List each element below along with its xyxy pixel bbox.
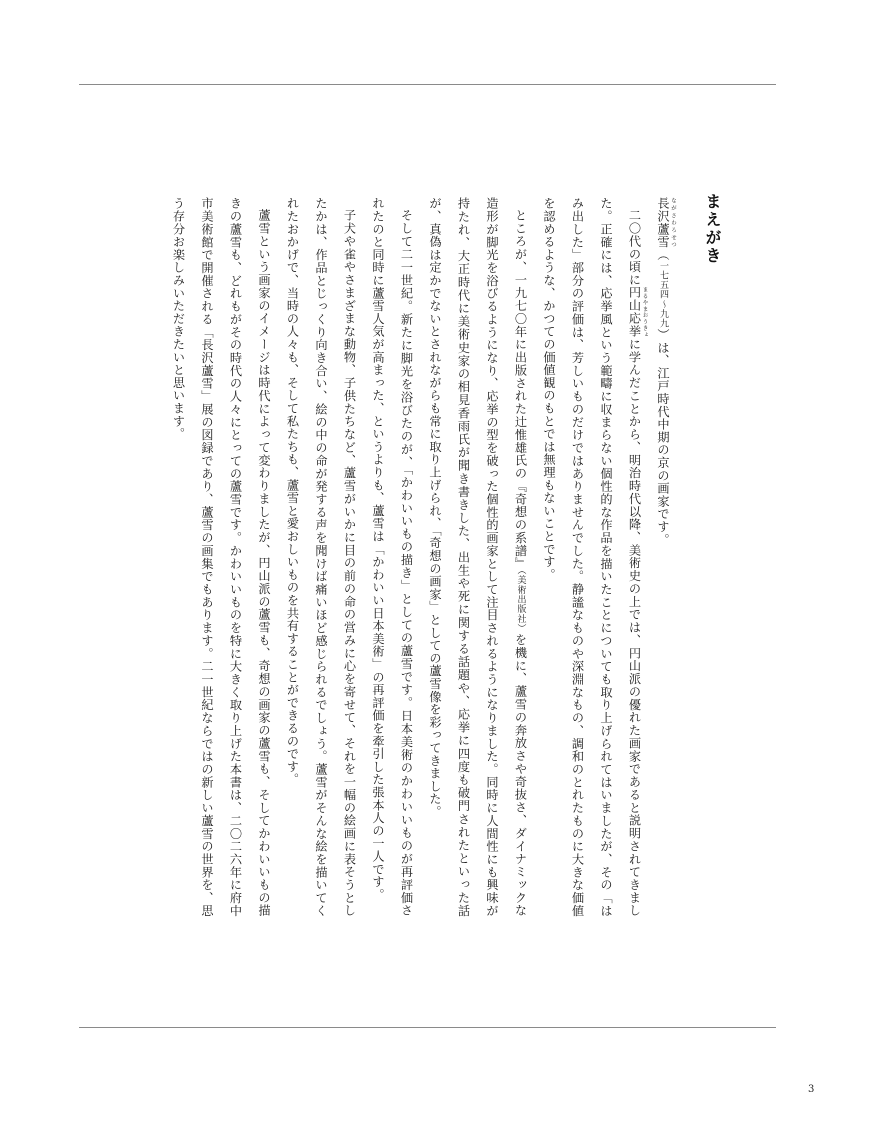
life-dates: 一七五四〜九九 xyxy=(658,261,668,329)
ruby-base: 円山応挙 xyxy=(627,286,642,338)
top-rule xyxy=(79,84,776,85)
page-number: 3 xyxy=(808,1084,815,1095)
paragraph-4 xyxy=(364,197,421,917)
paragraph-1 xyxy=(649,197,678,917)
paragraph-3-start: ところが、一九七〇年に出版された辻惟雄氏の『奇想の系譜』 xyxy=(513,209,528,571)
paragraph-5 xyxy=(278,197,364,917)
paragraph-1-after-ruby: （ xyxy=(656,248,670,262)
body-text xyxy=(171,197,677,917)
ruby-nagasawa-rosetsu xyxy=(656,197,676,249)
ruby-reading: まるやまおうきょ xyxy=(641,286,648,338)
paragraph-3 xyxy=(421,197,535,917)
ruby-maruyama-okyo xyxy=(627,286,648,338)
paragraph-5-text: 子犬や雀やさまざまな動物、子供たちなど、蘆雪がいかに目の前の命の営みに心を寄せて、それを一幅の絵画に表そうとしたかは、作品とじっくり向き合い、絵の中の命が発する声を聞けば痛いほど感じられるでしょう。蘆雪がそんな絵を描いてくれたおかげで、当時の人々も、そして私たちも、蘆雪と愛おしいものを共有することができるのです。 xyxy=(285,197,357,917)
paragraph-2-rest: に学んだことから、明治時代以降、美術史の上では、円山派の優れた画家であると説明されてきました。正確には、応挙風という範疇に収まらない個性的な作品を描いたことについても取り上げられてはいましたが、その「はみ出した」部分の評価は、芳しいものだけではありませんでした。静謐なものや深淵なもの、調和のとれたものに大きな価値を認めるような、かつての価値観のもとでは無理もないことです。 xyxy=(542,197,642,917)
paragraph-6 xyxy=(164,197,278,917)
paragraph-4-text: そして二一世紀。新たに脚光を浴びたのが、「かわいいもの描き」としての蘆雪です。日本美術のかわいいものが再評価されたのと同時に蘆雪人気が高まった、というよりも、蘆雪は「かわいい日本美術」の再評価を牽引した張本人の一人です。 xyxy=(371,197,414,917)
paragraph-2-before-ruby: 二〇代の頃に xyxy=(627,209,642,287)
page-heading: まえがき xyxy=(703,193,722,265)
bottom-rule xyxy=(79,1027,776,1028)
paragraph-1-rest: ）は、江戸時代中期の京の画家です。 xyxy=(656,328,670,546)
ruby-base: 長沢蘆雪 xyxy=(656,197,670,249)
publisher-note: （美術出版社） xyxy=(515,570,526,634)
ruby-reading: ながさわろせつ xyxy=(670,197,676,249)
paragraph-6-text: 蘆雪という画家のイメージは時代によって変わりましたが、円山派の蘆雪も、奇想の画家の蘆雪も、そしてかわいいもの描きの蘆雪も、どれもがその時代の人々にとっての蘆雪です。かわいいものを特に大きく取り上げた本書は、二〇二六年に府中市美術館で開催される「長沢蘆雪」展の図録であり、蘆雪の画集でもあります。二一世紀ならではの新しい蘆雪の世界を、思う存分お楽しみいただきたいと思います。 xyxy=(171,197,271,917)
paragraph-2 xyxy=(535,197,649,917)
paragraph-3-rest: を機に、蘆雪の奔放さや奇抜さ、ダイナミックな造形が脚光を浴びるようになり、応挙の型を破った個性的画家として注目されるようになりました。同時に人間性にも興味が持たれ、大正時代に美術史家の相見香雨氏が聞き書きした、出生や死に関する話題や、応挙に四度も破門されたといった話が、真偽は定かでないとされながらも常に取り上げられ、「奇想の画家」としての蘆雪像を彩ってきました。 xyxy=(428,197,528,917)
